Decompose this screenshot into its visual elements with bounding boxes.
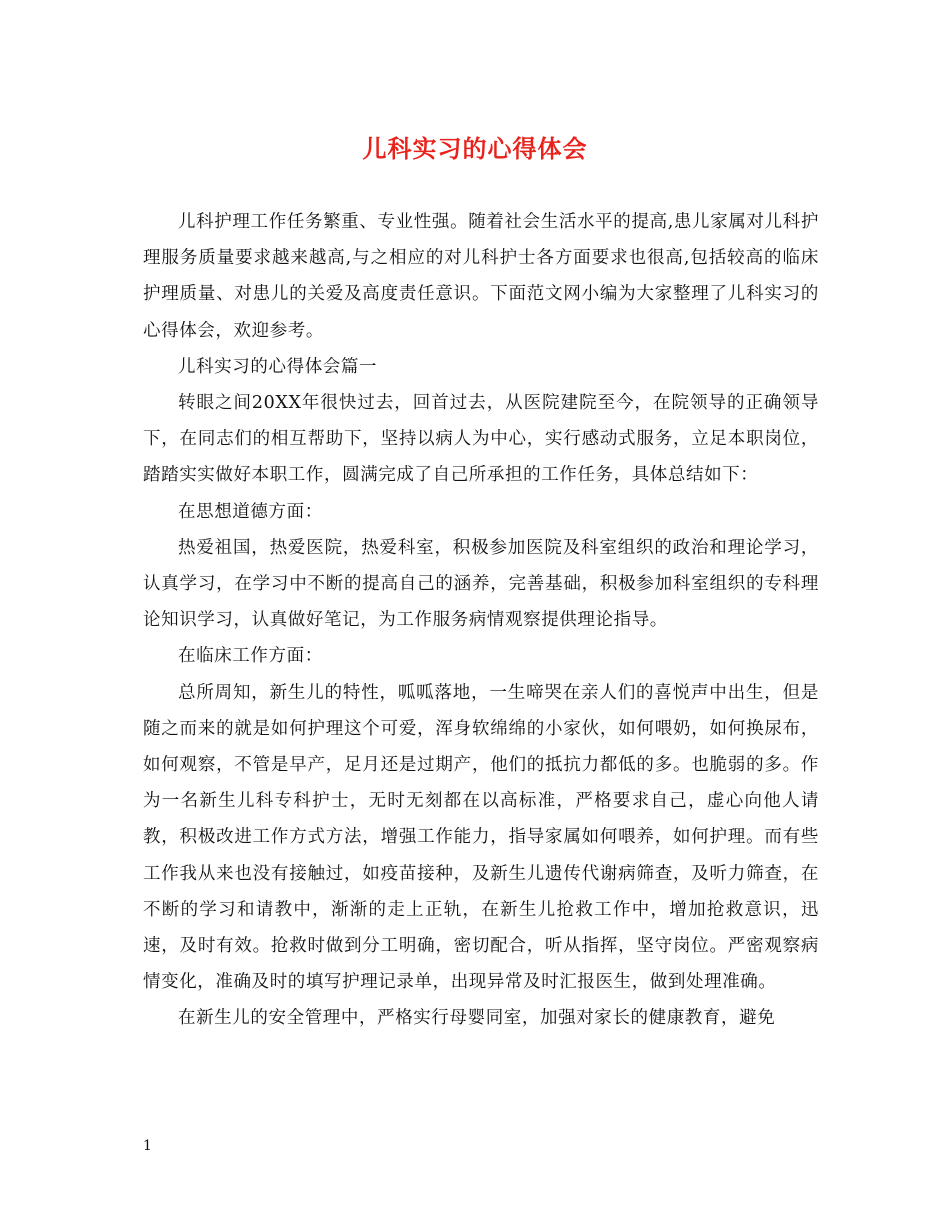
paragraph-ethics-heading: 在思想道德方面： (178, 501, 323, 522)
paragraph-section-heading: 儿科实习的心得体会篇一 (178, 356, 378, 377)
paragraph-summary: 转眼之间20XX年很快过去，回首过去，从医院建院至今，在院领导的正确领导下，在同志们的相互帮助下，坚持以病人为中心，实行感动式服务，立足本职岗位，踏踏实实做好本职工作，圆满完成了自己所承担的工作任务，具体总结如下： (143, 393, 819, 486)
page-title: 儿科实习的心得体会 (362, 134, 588, 163)
paragraph-ethics: 热爱祖国，热爱医院，热爱科室，积极参加医院及科室组织的政治和理论学习，认真学习，在学习中不断的提高自己的涵养，完善基础，积极参加科室组织的专科理论知识学习，认真做好笔记，为工作服务病情观察提供理论指导。 (143, 537, 819, 631)
page-number: 1 (143, 1138, 152, 1154)
paragraph-safety: 在新生儿的安全管理中，严格实行母婴同室，加强对家长的健康教育，避免 (178, 1008, 776, 1029)
paragraph-clinical: 总所周知，新生儿的特性，呱呱落地，一生啼哭在亲人们的喜悦声中出生，但是随之而来的就是如何护理这个可爱，浑身软绵绵的小家伙，如何喂奶，如何换尿布，如何观察，不管是早产，足月还是过期产，他们的抵抗力都低的多。也脆弱的多。作为一名新生儿科专科护士，无时无刻都在以高标准，严格要求自己，虚心向他人请教，积极改进工作方式方法，增强工作能力，指导家属如何喂养，如何护理。而有些工作我从来也没有接触过，如疫苗接种，及新生儿遗传代谢病筛查，及听力筛查，在不断的学习和请教中，渐渐的走上正轨，在新生儿抢救工作中，增加抢救意识，迅速，及时有效。抢救时做到分工明确，密切配合，听从指挥，坚守岗位。严密观察病情变化，准确及时的填写护理记录单，出现异常及时汇报医生，做到处理准确。 (143, 682, 819, 993)
paragraph-clinical-heading: 在临床工作方面： (178, 646, 323, 667)
paragraph-intro: 儿科护理工作任务繁重、专业性强。随着社会生活水平的提高,患儿家属对儿科护理服务质量要求越来越高,与之相应的对儿科护士各方面要求也很高,包括较高的临床护理质量、对患儿的关爱及高度责任意识。下面范文网小编为大家整理了儿科实习的心得体会，欢迎参考。 (143, 212, 819, 341)
document-body (143, 204, 819, 1037)
